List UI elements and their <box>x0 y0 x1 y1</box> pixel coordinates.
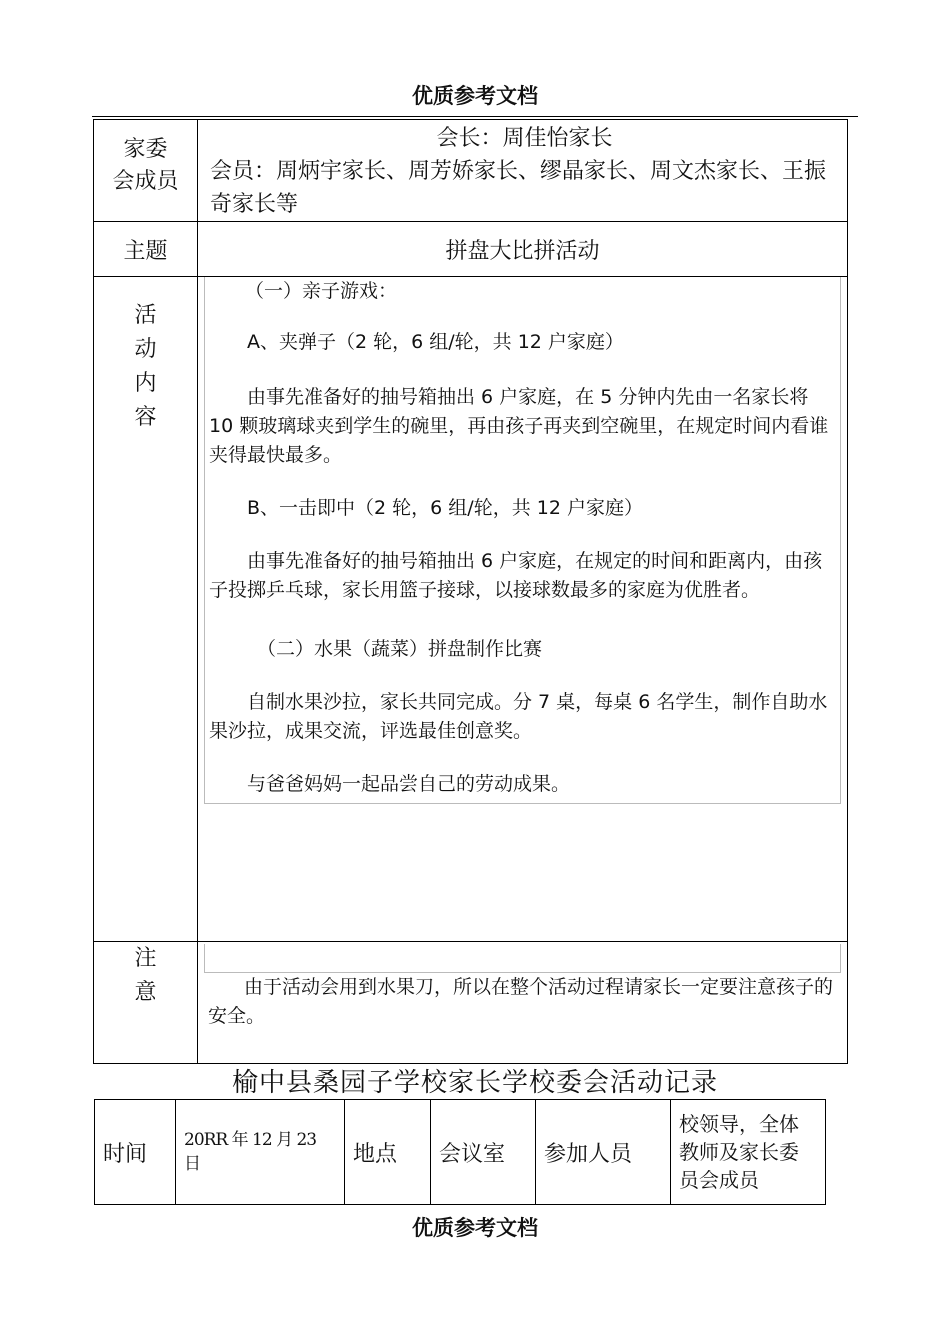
activity-label-char: 活 <box>134 303 157 328</box>
activity-content-cell <box>198 277 848 942</box>
header-rule <box>92 116 858 117</box>
record-title: 榆中县桑园子学校家长学校委会活动记录 <box>231 1068 718 1098</box>
activity-label-char: 容 <box>134 405 157 430</box>
place-value: 会议室 <box>431 1100 536 1205</box>
page-footer: 优质参考文档 <box>412 1216 538 1240</box>
notes-content-cell <box>198 942 848 1064</box>
notes-label-cell <box>94 942 198 1064</box>
activity-plan-table <box>93 119 848 1064</box>
activity-label-char: 内 <box>134 371 157 396</box>
time-label: 时间 <box>95 1100 176 1205</box>
activity-label-char: 动 <box>134 337 157 362</box>
committee-label-cell <box>94 120 198 222</box>
participants-label: 参加人员 <box>536 1100 671 1205</box>
committee-members-cell <box>198 120 848 222</box>
committee-row <box>94 120 848 222</box>
game-b-title: B、一击即中（2 轮，6 组/轮，共 12 户家庭） <box>247 497 643 519</box>
committee-chair: 会长：周佳怡家长 <box>436 126 613 151</box>
notes-label-char: 注 <box>134 946 157 971</box>
activity-content <box>204 277 841 804</box>
theme-label: 主题 <box>123 238 168 264</box>
committee-label-line1: 家委 <box>123 137 168 162</box>
game-a-title: A、夹弹子（2 轮，6 组/轮，共 12 户家庭） <box>247 331 624 353</box>
section1-title: （一）亲子游戏： <box>245 280 398 302</box>
notes-box <box>204 944 841 973</box>
page-header: 优质参考文档 <box>412 84 538 108</box>
theme-value: 拼盘大比拼活动 <box>445 238 600 264</box>
game-a-desc: 由事先准备好的抽号箱抽出 6 户家庭，在 5 分钟内先由一名家长将 10 颗玻璃球夹到学生的碗里，再由孩子再夹到空碗里，在规定时间内看谁夹得最快最多。 <box>209 386 829 466</box>
notes-label-char: 意 <box>134 980 157 1005</box>
activity-record-table <box>94 1099 826 1205</box>
participants-value: 校领导，全体教师及家长委员会成员 <box>671 1100 826 1205</box>
place-label: 地点 <box>345 1100 431 1205</box>
theme-label-cell <box>94 222 198 277</box>
record-row <box>95 1100 826 1205</box>
theme-row <box>94 222 848 277</box>
closing-text: 与爸爸妈妈一起品尝自己的劳动成果。 <box>247 773 571 795</box>
section2-title: （二）水果（蔬菜）拼盘制作比赛 <box>257 638 543 660</box>
section2-desc: 自制水果沙拉，家长共同完成。分 7 桌，每桌 6 名学生，制作自助水果沙拉，成果交流，评选最佳创意奖。 <box>209 691 828 742</box>
committee-members: 会员：周炳宇家长、周芳娇家长、缪晶家长、周文杰家长、王振奇家长等 <box>210 159 827 217</box>
committee-label-line2: 会成员 <box>112 169 179 194</box>
game-b-desc: 由事先准备好的抽号箱抽出 6 户家庭，在规定的时间和距离内，由孩子投掷乒乓球，家长用篮子接球，以接球数最多的家庭为优胜者。 <box>209 550 823 601</box>
theme-value-cell <box>198 222 848 277</box>
notes-row <box>94 942 848 1064</box>
activity-row <box>94 277 848 942</box>
time-value: 20RR 年 12 月 23 日 <box>176 1100 345 1205</box>
notes-text: 由于活动会用到水果刀，所以在整个活动过程请家长一定要注意孩子的安全。 <box>208 976 834 1027</box>
activity-label-cell <box>94 277 198 942</box>
